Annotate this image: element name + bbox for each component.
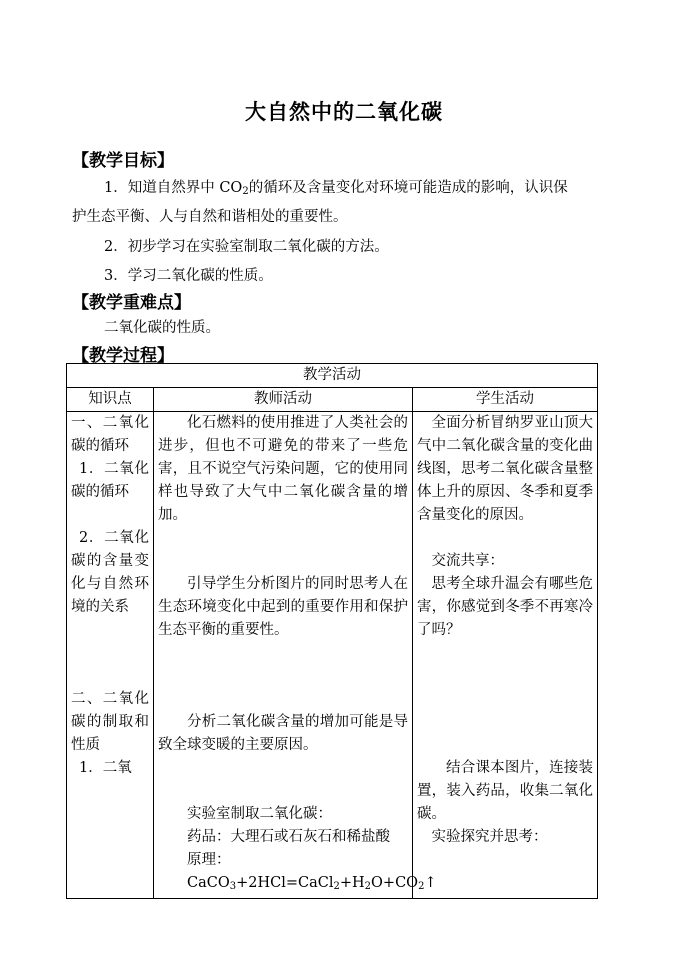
knowledge-point-1-1: 1．二氧化碳的循环 [71,461,149,500]
goal-1-subscript: 2 [242,186,249,197]
document-title: 大自然中的二氧化碳 [245,99,443,124]
knowledge-point-2: 二、二氧化碳的制取和性质 [71,691,149,753]
student-activity-3: 思考全球升温会有哪些危害，你感觉到冬季不再寒冷了吗？ [417,576,594,638]
student-activity-cell [413,412,598,899]
goal-1-text-a: 1．知道自然界中 CO [104,180,243,196]
teacher-activity-cell [154,412,437,899]
key-points-text: 二氧化碳的性质。 [104,320,220,336]
knowledge-point-1-2: 2．二氧化碳的含量变化与自然环境的关系 [71,530,149,615]
column-header-knowledge: 知识点 [67,388,154,412]
knowledge-cell [67,412,154,899]
goal-1-line-2: 护生态平衡、人与自然和谐相处的重要性。 [72,209,348,225]
equation-part-4: O+CO [371,875,419,891]
goal-1 [104,178,568,202]
knowledge-point-1: 一、二氧化碳的循环 [71,415,149,454]
teacher-activity-3: 分析二氧化碳含量的增加可能是导致全球变暖的主要原因。 [158,714,408,753]
table-header-row [67,388,598,412]
equation-part-1: CaCO [187,875,230,891]
student-activity-2: 交流共享： [431,553,504,569]
table-row [67,412,598,899]
equation-part-3: +H [339,875,365,891]
goal-3: 3．学习二氧化碳的性质。 [104,268,273,284]
teacher-activity-6: 原理： [187,852,231,868]
knowledge-point-2-1: 1．二氧 [79,760,132,776]
teacher-activity-2: 引导学生分析图片的同时思考人在生态环境变化中起到的重要作用和保护生态平衡的重要性。 [158,576,408,638]
column-header-student: 学生活动 [413,388,598,412]
teaching-activities-header: 教学活动 [67,364,598,388]
teacher-activity-4: 实验室制取二氧化碳： [187,806,332,822]
goals-heading: 【教学目标】 [72,151,174,171]
student-activity-4: 结合课本图片，连接装置，装入药品，收集二氧化碳。 [417,760,594,822]
equation-sub-2: 2 [333,881,340,892]
column-header-teacher: 教师活动 [154,388,413,412]
teacher-activity-5: 药品：大理石或石灰石和稀盐酸 [187,829,390,845]
key-points-heading: 【教学重难点】 [72,293,191,313]
equation-sub-3: 2 [364,881,372,892]
teacher-activity-1: 化石燃料的使用推进了人类社会的进步，但也不可避免的带来了一些危害，且不说空气污染问题，它的使用同样也导致了大气中二氧化碳含量的增加。 [158,415,408,523]
student-activity-1: 全面分析冒纳罗亚山顶大气中二氧化碳含量的变化曲线图，思考二氧化碳含量整体上升的原因、冬季和夏季含量变化的原因。 [417,415,594,523]
lesson-table [66,363,598,899]
table-top-header-row [67,364,598,388]
chemical-equation [158,872,437,898]
equation-sub-4: 2 [418,881,425,892]
goal-1-text-b: 的循环及含量变化对环境可能造成的影响，认识保 [248,180,568,196]
equation-sub-1: 3 [229,881,237,892]
equation-part-2: +2HCl=CaCl [236,875,334,891]
arrow-up-icon: ↑ [424,875,437,891]
goal-2: 2．初步学习在实验室制取二氧化碳的方法。 [104,239,389,255]
student-activity-5: 实验探究并思考： [431,829,548,845]
process-heading: 【教学过程】 [72,346,174,366]
